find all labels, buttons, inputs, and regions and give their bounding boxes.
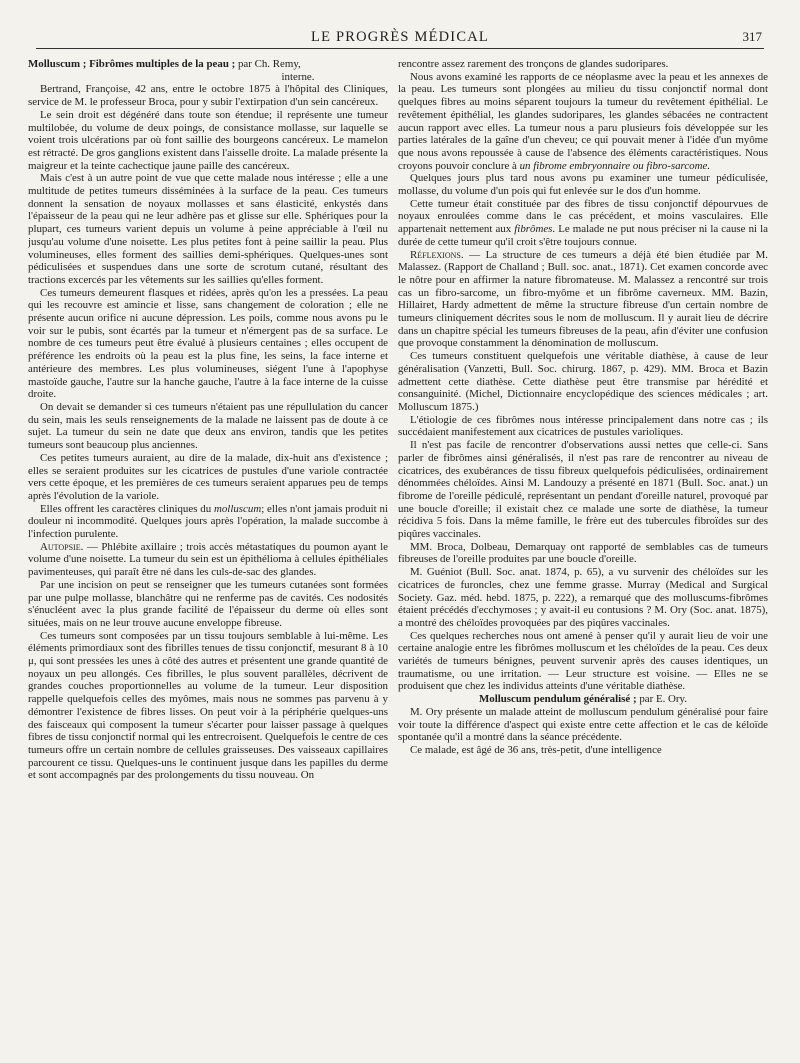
text-run: — La structure de ces tumeurs a déjà été bien étudiée par M. Malassez. (Rapport de Challand ; Bull. soc. anat., 1871). Cet examen concorde avec le nôtre pour en affirmer la nature fibromateuse. M. Malassez a rencontré sur trois cas un fibro-sarcome, un fibro-myôme et un fibrôme caverneux. MM. Bazin, Hillairet, Hardy admettent de même la structure fibreuse d'un certain nombre de tumeurs cliniquement décrites sous le nom de molluscum. Il y aurait lieu de décrire dans un chapitre spécial les tumeurs fibreuses de la peau, afin d'éviter une confusion que provoque constamment la dénomination de molluscum. (398, 248, 768, 350)
paragraph (398, 249, 768, 351)
left-column (28, 58, 388, 1048)
article-byline: par E. Ory. (639, 693, 688, 706)
paragraph: rencontre assez rarement des tronçons de glandes sudoripares. (398, 58, 669, 70)
article-title: Molluscum pendulum généralisé ; (478, 693, 637, 706)
paragraph (28, 503, 388, 541)
emphasis: fibrômes (514, 223, 553, 236)
text-run: — Phlébite axillaire ; trois accès métastatiques du poumon ayant le volume d'une noisette. La tumeur du sein est un épithélioma à cellules épithéliales pavimenteuses, qui paraît être né dans les culs-de-sac des glandes. (28, 540, 388, 579)
page-number: 317 (742, 29, 762, 44)
article-byline: par Ch. Remy, (237, 58, 301, 70)
text-run: ; elles n'ont jamais produit ni douleur ni incommodité. Quelques jours après l'opération, la malade succombe à l'infection purulente. (28, 502, 388, 541)
paragraph: Le sein droit est dégénéré dans toute son étendue; il représente une tumeur multilobée, du volume de deux poings, de consistance mollasse, sur laquelle se voient trois ulcérations par où font saillie des bourgeons cancéreux. Le mamelon est rétracté. De gros ganglions existent dans l'aisselle droite. La malade présente la maigreur et la teinte cachectique jaune paille des cancéreux. (28, 108, 388, 172)
paragraph: Ces petites tumeurs auraient, au dire de la malade, dix-huit ans d'existence ; elles se seraient produites sur les cicatrices de pustules d'une variole contractée vers cette époque, et les premières de ces tumeurs seraient apparues peu de temps après l'évolution de la variole. (28, 451, 388, 502)
paragraph (398, 71, 768, 173)
section-label: Réflexions. (410, 248, 464, 261)
paragraph: Mais c'est à un autre point de vue que cette malade nous intéresse ; elle a une multitude de petites tumeurs disséminées à la surface de la peau. Ces tumeurs donnent la sensation de noyaux mollasses et sans élasticité, enkystés dans l'épaisseur de la peau qui ne leur adhère pas et glisse sur elle. Sphériques pour la plupart, ces tumeurs varient depuis un volume à peine appréciable à l'œil nu jusqu'au volume d'une noisette. Les plus petites font à peine saillir la peau. Plus volumineuses, elles forment des saillies demi-sphériques. Quelques-unes sont pédiculisées et suspendues dans une sorte de scrotum cutané, résultant des tractions excercés par les vêtements sur les saillies qu'elles forment. (28, 172, 388, 286)
paragraph (28, 541, 388, 579)
emphasis: molluscum (214, 502, 262, 515)
article-byline-role: interne. (281, 70, 315, 83)
text-run: Elles offrent les caractères cliniques du (40, 502, 212, 515)
paragraph: On devait se demander si ces tumeurs n'étaient pas une répullulation du cancer du sein, mais les seuls renseignements de la malade ne laissent pas de doute à ce sujet. La tumeur du sein ne date que deux ans environ, tandis que les petites tumeurs sont beaucoup plus anciennes. (28, 400, 388, 452)
paragraph: Ce malade, est âgé de 36 ans, très-petit, d'une intelligence (410, 743, 662, 756)
paragraph: M. Guéniot (Bull. Soc. anat. 1874, p. 65), a vu survenir des chéloïdes sur les cicatrices de furoncles, chez une femme grasse. Murray (Medical and Surgical Society. Gaz. méd. hebd. 1875, p. 222), a remarqué que des molluscums-fibrômes étaient précédés d'ecchymoses ; y avait-il eu contusions ? M. Ory (Soc. anat. 1875), a montré des chéloïdes provoquées par des piqûres vaccinales. (398, 566, 768, 629)
paragraph: L'étiologie de ces fibrômes nous intéresse principalement dans notre cas ; ils succédaient manifestement aux cicatrices de pustules varioliques. (398, 413, 768, 439)
paragraph: Par une incision on peut se renseigner que les tumeurs cutanées sont formées par une pulpe mollasse, blanchâtre qui ne renferme pas de cavités. Ces nodosités s'énucléent avec la plus grande facilité de l'épaisseur du derme où elles sont situées, mais on ne leur trouve aucune enveloppe fibreuse. (28, 578, 388, 629)
paragraph: M. Ory présente un malade atteint de molluscum pendulum généralisé pour faire voir toute la différence d'aspect qui existe entre cette affection et le cas de kéloïde spontanée qu'il a montré dans la séance précédente. (398, 705, 768, 744)
article-heading (28, 58, 388, 83)
running-header (36, 26, 764, 49)
paragraph: Bertrand, Françoise, 42 ans, entre le octobre 1875 à l'hôpital des Cliniques, service de M. le professeur Broca, pour y subir l'extirpation d'un sein cancéreux. (28, 83, 388, 109)
paragraph: MM. Broca, Dolbeau, Demarquay ont rapporté de semblables cas de tumeurs fibreuses de l'oreille produites par une boucle d'oreille. (398, 540, 768, 566)
paragraph (398, 198, 768, 249)
article-title: Molluscum ; Fibrômes multiples de la peau ; (28, 58, 236, 70)
journal-title: LE PROGRÈS MÉDICAL (311, 29, 489, 45)
text-run: Cette tumeur était constituée par des fibres de tissu conjonctif dépourvues de noyaux enroulées comme dans le cas précédent, et moins vasculaires. Elle appartenait nettement aux (398, 197, 768, 236)
article-heading (398, 693, 768, 706)
text-run: . Le malade ne put nous préciser ni la cause ni la durée de cette tumeur qu'il croit s'être toujours connue. (398, 223, 768, 248)
paragraph: Ces quelques recherches nous ont amené à penser qu'il y aurait lieu de voir une certaine analogie entre les fibrômes molluscum et les chéloïdes de la peau. Ces deux variétés de tumeurs bénignes, peuvent survenir après des causes identiques, un traumatisme, ou une irritation. — Leur structure est voisine. — Elles ne se produisent que chez les individus atteints d'une véritable diathèse. (398, 629, 768, 693)
paragraph: Il n'est pas facile de rencontrer d'observations aussi nettes que celle-ci. Sans parler de fibrômes ainsi généralisés, il n'est pas rare de rencontrer au niveau de cicatrices, des exubérances de tissu fibreux quelquefois pédiculisées, ordinairement dénommées chéloïdes. Ainsi M. Landouzy a présenté en 1871 (Bull. Soc. anat.) un fibrome de l'oreille pédiculé, représentant un pendant d'oreille naturel, provoqué par une boucle d'oreille; il existait chez ce malade une sorte de diathèse, la tumeur récidiva 5 fois. Dans la même famille, le frère eut des tubercules fibroïdes sur des piqûres vaccinales. (398, 439, 768, 541)
right-column (398, 58, 768, 1048)
paragraph: Ces tumeurs constituent quelquefois une véritable diathèse, à cause de leur généralisation (Vanzetti, Bull. Soc. chirurg. 1867, p. 429). MM. Broca et Bazin admettent cette diathèse. Cette diathèse peut être transmise par hérédité et consanguinité. (Michel, Dictionnaire encyclopédique des sciences médicales ; art. Molluscum 1875.) (398, 350, 768, 413)
emphasis: un fibrome embryonnaire ou fibro-sarcome. (519, 159, 711, 172)
section-label: Autopsie. (40, 540, 84, 553)
text-run: Nous avons examiné les rapports de ce néoplasme avec la peau et les annexes de la peau. Les tumeurs sont plongées au milieu du tissu conjonctif normal dont quelques fibres au moins séparent toujours la tumeur du revêtement épithélial. Le revêtement épithélial, les glandes sudoripares, les glandes sébacées ne contractent aucun rapport avec elles. La tumeur nous a paru plusieurs fois développée sur les parties latérales de la gaîne d'un cheveu; ce qui pouvait mener à l'idée d'un myôme que nous avons repoussée à cause de l'absence des éléments caractéristiques. Nous croyons pouvoir conclure à (398, 70, 768, 172)
paragraph: Quelques jours plus tard nous avons pu examiner une tumeur pédiculisée, mollasse, du volume d'un pois qui fut enlevée sur le dos d'un homme. (398, 172, 768, 198)
paragraph: Ces tumeurs sont composées par un tissu toujours semblable à lui-même. Les éléments primordiaux sont des fibrilles tenues de tissu conjonctif, mesurant 8 à 10 μ, qui sont pressées les unes à côté des autres et présentent une grande quantité de noyaux un peu allongés. Ces fibrilles, le plus souvent parallèles, décrivent de grandes couches proportionnelles au volume de la tumeur. Leur disposition rappelle quelquefois celles des myômes, mais nous ne sommes pas parvenu à y démontrer l'existence de fibres lisses. On peut voir à la périphérie quelques-uns des faisceaux qui composent la tumeur s'écarter pour laisser passage à quelques fibres de tissu conjonctif normal qui les entrecroisent. Quelquefois le centre de ces tumeurs offre un certain nombre de cellules graisseuses. Des vaisseaux capillaires parcourent ce tissu. Quelques-uns le continuent jusque dans les papilles du derme et sont accompagnés par des prolongements du tissu nouveau. On (28, 629, 388, 782)
paragraph: Ces tumeurs demeurent flasques et ridées, après qu'on les a pressées. La peau qui les recouvre est amincie et lisse, sans changement de coloration ; elle ne présente aucun orifice ni aucune dépression. Les poils, comme nous avons pu le voir sur le pubis, sont écartés par la tumeur et n'émergent pas de sa surface. Le nombre de ces tumeurs peut être évalué à plusieurs centaines ; elles occupent de préférence les endroits où la peau est la plus fine, les seins, la face interne et antérieure des membres. Les plus volumineuses, siégent l'une à l'apophyse mastoïde gauche, l'autre sur la hanche gauche, l'autre à la face interne de la cuisse droite. (28, 286, 388, 401)
